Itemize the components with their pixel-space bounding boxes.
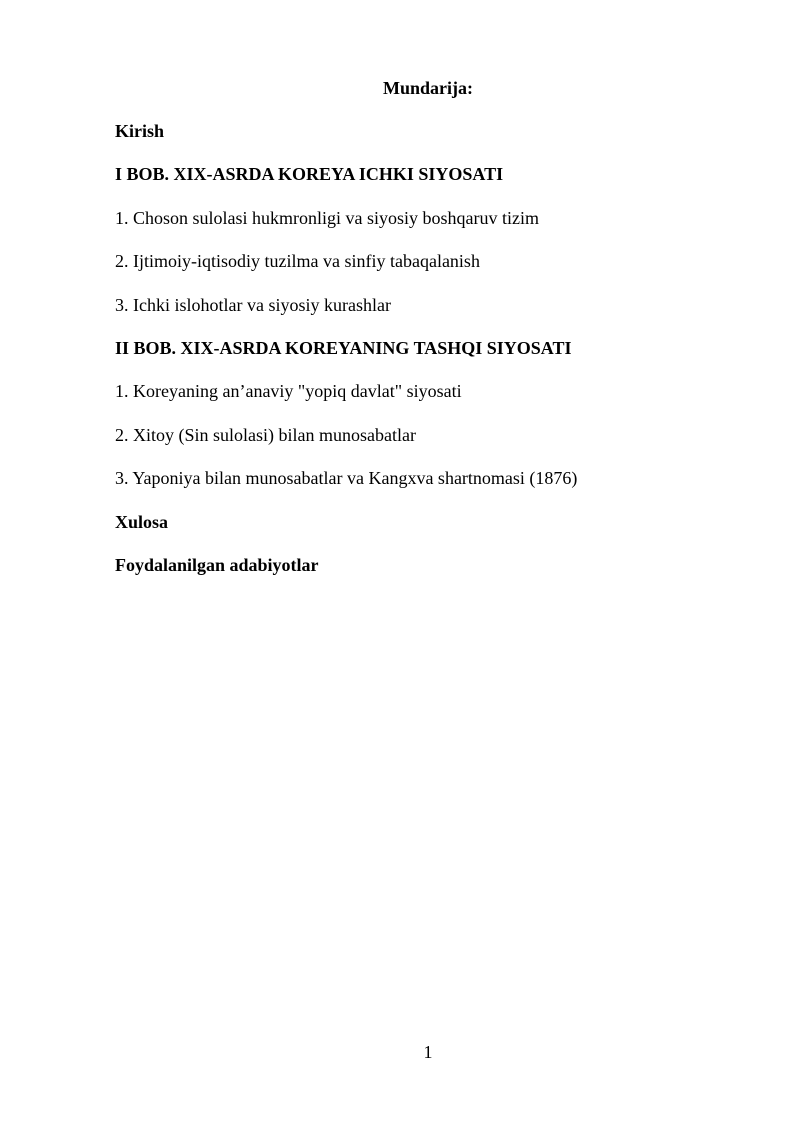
toc-item-chapter-2: II BOB. XIX-ASRDA KOREYANING TASHQI SIYOSATI bbox=[115, 337, 572, 358]
page-number: 1 bbox=[423, 1042, 433, 1062]
toc-item-section-1-1: 1. Choson sulolasi hukmronligi va siyosiy boshqaruv tizim bbox=[115, 207, 539, 228]
toc-item-xulosa: Xulosa bbox=[115, 511, 169, 532]
toc-item-section-2-2: 2. Xitoy (Sin sulolasi) bilan munosabatlar bbox=[115, 424, 416, 445]
toc-list bbox=[115, 120, 735, 597]
toc-item-section-2-1: 1. Koreyaning an’anaviy "yopiq davlat" siyosati bbox=[115, 381, 462, 402]
toc-item-section-1-3: 3. Ichki islohotlar va siyosiy kurashlar bbox=[115, 294, 391, 315]
toc-title: Mundarija: bbox=[383, 78, 473, 98]
toc-item-kirish: Kirish bbox=[115, 121, 165, 141]
toc-item-bibliography: Foydalanilgan adabiyotlar bbox=[115, 554, 319, 575]
toc-item-chapter-1: I BOB. XIX-ASRDA KOREYA ICHKI SIYOSATI bbox=[115, 164, 504, 185]
toc-item-section-1-2: 2. Ijtimoiy-iqtisodiy tuzilma va sinfiy tabaqalanish bbox=[115, 251, 480, 272]
toc-item-section-2-3: 3. Yaponiya bilan munosabatlar va Kangxva shartnomasi (1876) bbox=[115, 468, 578, 489]
